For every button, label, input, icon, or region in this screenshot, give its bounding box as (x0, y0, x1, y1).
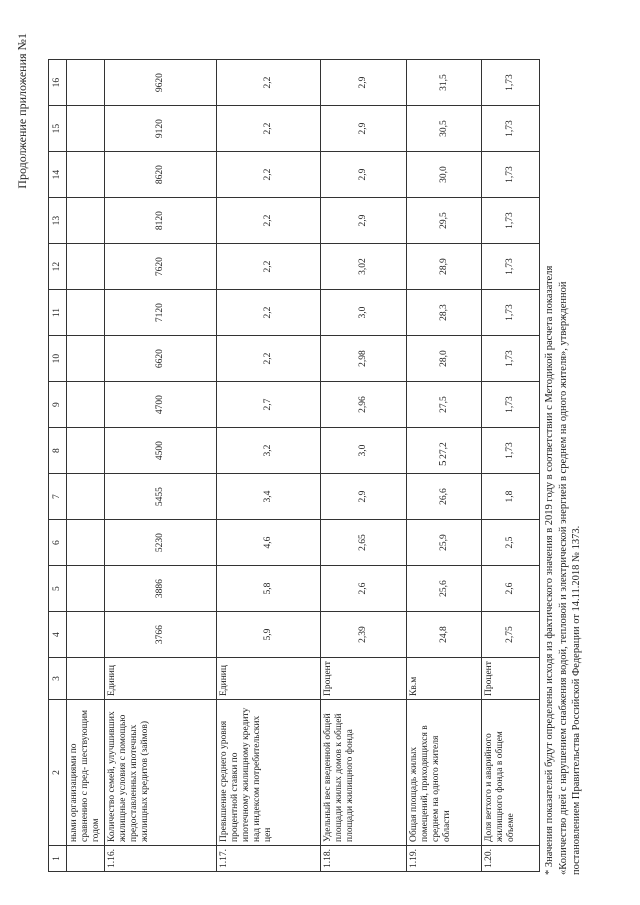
value-cell: 4700 (105, 382, 217, 428)
indicators-table (48, 59, 540, 872)
value-cell: 5,8 (217, 566, 321, 612)
row-code-cell (67, 846, 105, 872)
continuation-title: Продолжение приложения №1 (15, 33, 29, 189)
value-cell (67, 290, 105, 336)
value-cell: 8620 (105, 152, 217, 198)
value-cell (67, 244, 105, 290)
header-cell: 5 (49, 566, 67, 612)
value-cell: 2,2 (217, 198, 321, 244)
value-cell: 30,5 (407, 106, 482, 152)
value-cell: 2,75 (482, 612, 540, 658)
value-cell: 25,6 (407, 566, 482, 612)
value-cell: 2,2 (217, 244, 321, 290)
indicators-table-body (49, 60, 540, 872)
value-cell: 4500 (105, 428, 217, 474)
header-cell: 7 (49, 474, 67, 520)
value-cell: 28,3 (407, 290, 482, 336)
row-code-cell: 1.17. (217, 846, 321, 872)
header-cell: 2 (49, 700, 67, 846)
value-cell: 1,73 (482, 244, 540, 290)
value-cell: 2,9 (321, 474, 407, 520)
value-cell: 5455 (105, 474, 217, 520)
header-cell: 10 (49, 336, 67, 382)
header-cell: 6 (49, 520, 67, 566)
value-cell: 2,6 (482, 566, 540, 612)
value-cell (67, 474, 105, 520)
value-cell: 1,73 (482, 382, 540, 428)
value-cell: 2,9 (321, 106, 407, 152)
unit-cell: Процент (321, 658, 407, 700)
header-cell: 15 (49, 106, 67, 152)
value-cell: 1,73 (482, 198, 540, 244)
value-cell: 27,5 (407, 382, 482, 428)
row-code-cell: 1.18. (321, 846, 407, 872)
header-cell: 14 (49, 152, 67, 198)
value-cell: 3,02 (321, 244, 407, 290)
table-row (217, 60, 321, 872)
value-cell (67, 152, 105, 198)
header-row (49, 60, 67, 872)
header-cell: 4 (49, 612, 67, 658)
header-cell: 1 (49, 846, 67, 872)
header-cell: 13 (49, 198, 67, 244)
header-cell: 12 (49, 244, 67, 290)
table-row (67, 60, 105, 872)
unit-cell: Единиц (217, 658, 321, 700)
row-code-cell: 1.16. (105, 846, 217, 872)
value-cell: 1,73 (482, 152, 540, 198)
value-cell: 2,2 (217, 152, 321, 198)
value-cell: 2,2 (217, 290, 321, 336)
header-cell: 3 (49, 658, 67, 700)
value-cell: 2,9 (321, 152, 407, 198)
value-cell: 2,9 (321, 60, 407, 106)
value-cell: 8120 (105, 198, 217, 244)
value-cell: 3,0 (321, 428, 407, 474)
table-row (407, 60, 482, 872)
value-cell: 3886 (105, 566, 217, 612)
value-cell (67, 520, 105, 566)
value-cell: 2,6 (321, 566, 407, 612)
value-cell: 3766 (105, 612, 217, 658)
value-cell: 7620 (105, 244, 217, 290)
footnote-text: * Значения показателей будут определены исходя из фактического значения в 2019 году в соответствии с Методикой расчета показателя «Количество дней с нарушением снабжения водой, тепловой и электрической энергией в среднем на одного жителя», утвержденной постановлением Правительства Российской Федерации от 14.11.2018 № 1373. (544, 265, 582, 875)
value-cell: 1,8 (482, 474, 540, 520)
value-cell: 5,9 (217, 612, 321, 658)
value-cell: 1,73 (482, 106, 540, 152)
value-cell: 5230 (105, 520, 217, 566)
value-cell: 29,5 (407, 198, 482, 244)
value-cell (67, 60, 105, 106)
unit-cell: Единиц (105, 658, 217, 700)
value-cell: 2,2 (217, 336, 321, 382)
value-cell: 27,2 (407, 428, 482, 474)
value-cell: 6620 (105, 336, 217, 382)
header-cell: 8 (49, 428, 67, 474)
unit-cell (67, 658, 105, 700)
value-cell: 2,9 (321, 198, 407, 244)
value-cell (67, 612, 105, 658)
value-cell (67, 566, 105, 612)
value-cell: 9620 (105, 60, 217, 106)
value-cell (67, 336, 105, 382)
value-cell: 4,6 (217, 520, 321, 566)
indicator-name-cell: Количество семей, улучшивших жилищные условия с помощью предоставленных ипотечных жилищных кредитов (займов) (105, 700, 217, 846)
footnote (543, 255, 584, 875)
value-cell: 1,73 (482, 60, 540, 106)
value-cell: 2,2 (217, 60, 321, 106)
value-cell: 9120 (105, 106, 217, 152)
value-cell: 2,7 (217, 382, 321, 428)
value-cell: 7120 (105, 290, 217, 336)
value-cell: 3,2 (217, 428, 321, 474)
header-cell: 11 (49, 290, 67, 336)
table-row (105, 60, 217, 872)
value-cell: 26,6 (407, 474, 482, 520)
value-cell: 2,96 (321, 382, 407, 428)
indicator-name-cell: ными организациями по сравнению с пред- шествующим годом (67, 700, 105, 846)
indicator-name-cell: Удельный вес введенной общей площади жилых домов к общей площади жилищного фонда (321, 700, 407, 846)
value-cell: 24,8 (407, 612, 482, 658)
header-cell: 16 (49, 60, 67, 106)
value-cell: 2,98 (321, 336, 407, 382)
table-row (482, 60, 540, 872)
value-cell: 25,9 (407, 520, 482, 566)
indicator-name-cell: Превышение среднего уровня процентной ставки по ипотечному жилищному кредиту над индексом потребительских цен (217, 700, 321, 846)
value-cell: 1,73 (482, 336, 540, 382)
value-cell (67, 198, 105, 244)
value-cell: 2,2 (217, 106, 321, 152)
value-cell (67, 382, 105, 428)
value-cell: 2,65 (321, 520, 407, 566)
header-cell: 9 (49, 382, 67, 428)
value-cell: 28,9 (407, 244, 482, 290)
value-cell: 3,4 (217, 474, 321, 520)
value-cell: 1,73 (482, 290, 540, 336)
value-cell (67, 106, 105, 152)
row-code-cell: 1.19. (407, 846, 482, 872)
unit-cell: Процент (482, 658, 540, 700)
table-row (321, 60, 407, 872)
value-cell: 3,0 (321, 290, 407, 336)
value-cell: 2,5 (482, 520, 540, 566)
value-cell: 30,0 (407, 152, 482, 198)
value-cell: 28,0 (407, 336, 482, 382)
value-cell: 31,5 (407, 60, 482, 106)
value-cell: 2,39 (321, 612, 407, 658)
value-cell: 1,73 (482, 428, 540, 474)
value-cell (67, 428, 105, 474)
indicator-name-cell: Общая площадь жилых помещений, приходящихся в среднем на одного жителя области (407, 700, 482, 846)
indicator-name-cell: Доля ветхого и аварийного жилищного фонда в общем объеме (482, 700, 540, 846)
unit-cell: Кв.м (407, 658, 482, 700)
page-number: 5 (437, 460, 449, 466)
row-code-cell: 1.20. (482, 846, 540, 872)
